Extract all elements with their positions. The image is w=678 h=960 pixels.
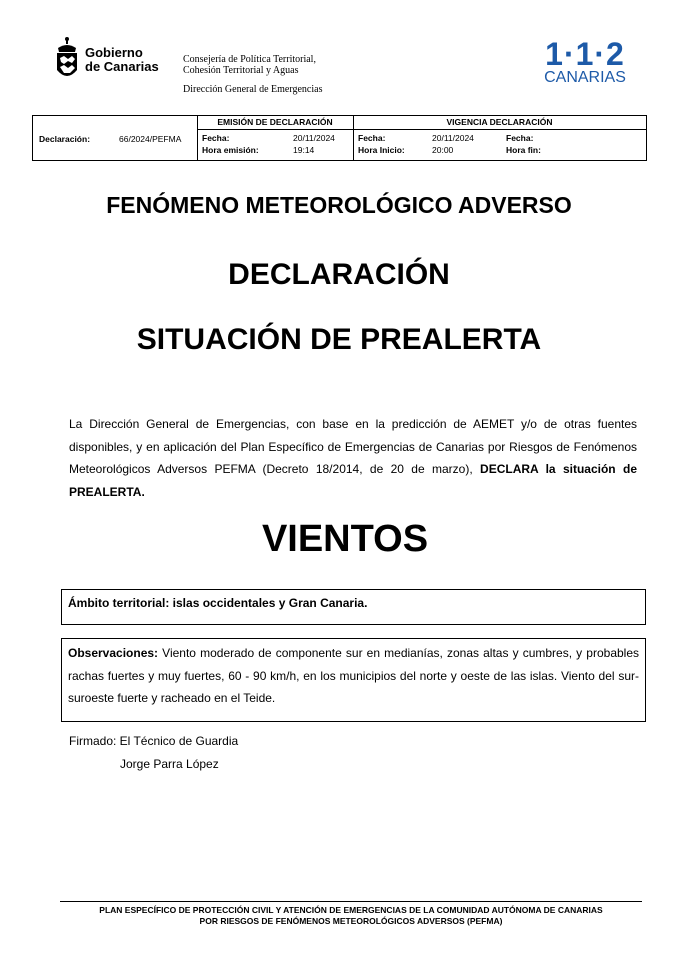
coat-of-arms-icon: [54, 36, 80, 84]
declaration-table: [32, 115, 647, 161]
emision-column: [197, 116, 354, 160]
consejeria-line2: Cohesión Territorial y Aguas: [183, 65, 299, 76]
direccion-general: Dirección General de Emergencias: [183, 84, 323, 95]
consejeria: [183, 54, 316, 76]
vigencia-column: [353, 116, 646, 160]
gobierno-line1: Gobierno: [85, 45, 143, 60]
logo-112-canarias: [540, 38, 630, 86]
tecnico-nombre: Jorge Parra López: [120, 757, 219, 771]
observaciones-box: [61, 638, 646, 722]
logo-112-number: 1·1·2: [545, 36, 625, 72]
ambito-box: [61, 589, 646, 625]
consejeria-line1: Consejería de Política Territorial,: [183, 54, 316, 65]
paragraph-text: La Dirección General de Emergencias, con base en la predicción de AEMET y/o de otras fuentes disponibles, y en aplicación del Plan Específico de Emergencias de Canarias por Riesgos de Fenómenos Meteorológicos Adversos PEFMA (Decreto 18/2014, de 20 de marzo),: [69, 417, 637, 476]
title-fenomeno: FENÓMENO METEOROLÓGICO ADVERSO: [106, 192, 572, 218]
observaciones-label: Observaciones:: [68, 646, 159, 660]
vigencia-fecha-label: Fecha:: [358, 133, 386, 143]
vigencia-fecha-value: 20/11/2024: [432, 133, 474, 143]
vigencia-header: VIGENCIA DECLARACIÓN: [353, 116, 646, 130]
logo-112-text: CANARIAS: [544, 69, 626, 86]
ambito-text: Ámbito territorial: islas occidentales y Gran Canaria.: [68, 596, 368, 610]
gobierno-line2: de Canarias: [85, 59, 159, 74]
footer: [60, 905, 642, 927]
gobierno-canarias-logo: [54, 36, 159, 84]
emision-fecha-label: Fecha:: [202, 133, 230, 143]
footer-line2: POR RIESGOS DE FENÓMENOS METEOROLÓGICOS ADVERSOS (PEFMA): [199, 916, 503, 926]
vigencia-hora-inicio-label: Hora Inicio:: [358, 145, 405, 155]
emision-fecha-value: 20/11/2024: [293, 133, 335, 143]
vigencia-hora-inicio-value: 20:00: [432, 145, 454, 155]
vigencia-fecha-fin-label: Fecha:: [506, 133, 534, 143]
declaracion-label: Declaración:: [39, 134, 91, 144]
emision-hora-value: 19:14: [293, 145, 315, 155]
footer-divider: [60, 901, 642, 902]
title-declaracion: DECLARACIÓN: [228, 258, 450, 291]
observaciones-text: Viento moderado de componente sur en medianías, zonas altas y cumbres, y probables rachas fuertes y muy fuertes, 60 - 90 km/h, en los municipios del norte y oeste de las islas. Viento del sur-suroeste fuerte y racheado en el Teide.: [68, 646, 639, 705]
emision-hora-label: Hora emisión:: [202, 145, 259, 155]
declaracion-column: [33, 116, 198, 160]
declaracion-value: 66/2024/PEFMA: [119, 134, 182, 144]
paragraph-declara: DECLARA la situación de PREALERTA.: [69, 462, 637, 499]
firmado-line: Firmado: El Técnico de Guardia: [69, 734, 239, 748]
footer-line1: PLAN ESPECÍFICO DE PROTECCIÓN CIVIL Y ATENCIÓN DE EMERGENCIAS DE LA COMUNIDAD AUTÓNOMA DE CANARIAS: [99, 905, 603, 915]
title-situacion: SITUACIÓN DE PREALERTA: [136, 323, 542, 356]
phenomenon-title: VIENTOS: [261, 518, 429, 560]
declaration-paragraph: [69, 413, 637, 503]
vigencia-hora-fin-label: Hora fin:: [506, 145, 541, 155]
emision-header: EMISIÓN DE DECLARACIÓN: [197, 116, 353, 130]
